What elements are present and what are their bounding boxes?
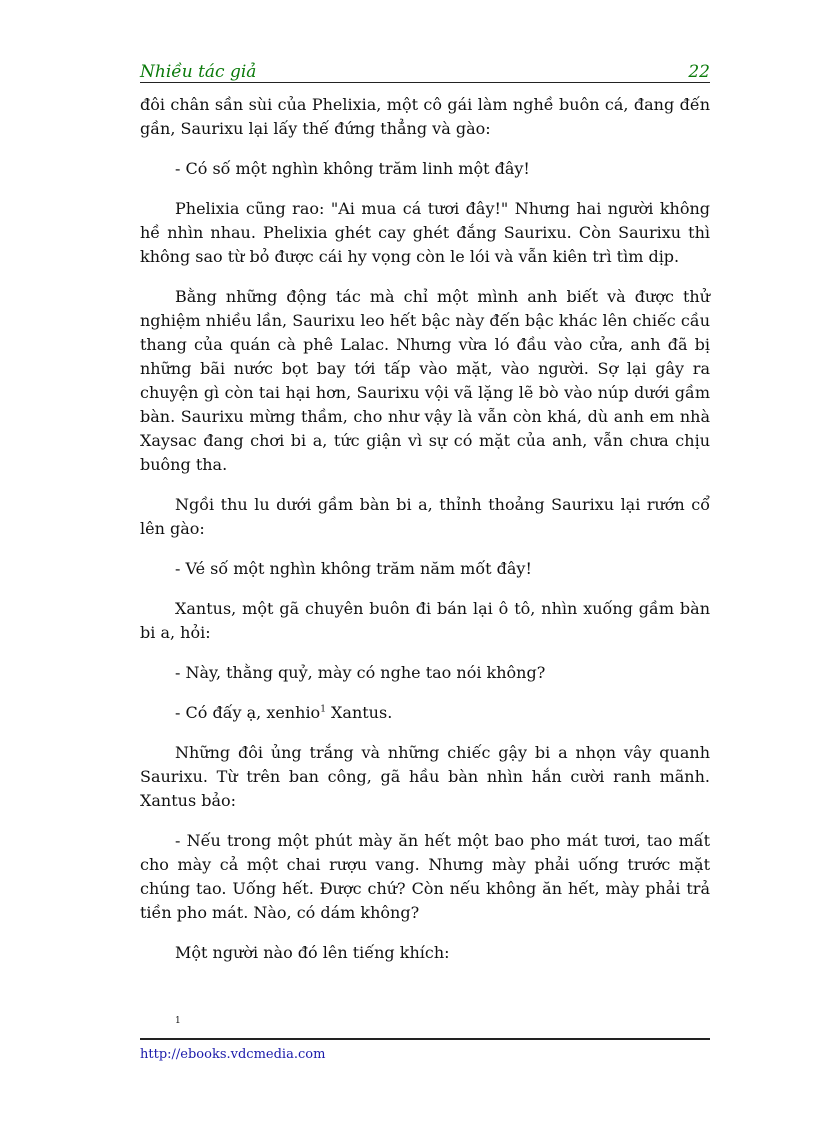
paragraph: Xantus, một gã chuyên buôn đi bán lại ô tô, nhìn xuống gầm bàn bi a, hỏi: bbox=[140, 599, 710, 642]
paragraph: Ngồi thu lu dưới gầm bàn bi a, thỉnh thoảng Saurixu lại rướn cổ lên gào: bbox=[140, 495, 710, 538]
paragraph: - Vé số một nghìn không trăm năm mốt đây! bbox=[175, 559, 532, 578]
page-number: 22 bbox=[688, 62, 710, 82]
paragraph: Một người nào đó lên tiếng khích: bbox=[175, 943, 450, 962]
paragraph: Phelixia cũng rao: "Ai mua cá tươi đây!" Nhưng hai người không hề nhìn nhau. Phelixia ghét cay ghét đắng Saurixu. Còn Saurixu thì không sao từ bỏ được cái hy vọng còn le lói và vẫn kiên trì tìm dịp. bbox=[140, 199, 710, 266]
paragraph: - Nếu trong một phút mày ăn hết một bao pho mát tươi, tao mất cho mày cả một chai rượu vang. Nhưng mày phải uống trước mặt chúng tao. Uống hết. Được chứ? Còn nếu không ăn hết, mày phải trả tiền pho mát. Nào, có dám không? bbox=[140, 831, 710, 922]
footnote-reference[interactable]: 1 bbox=[320, 704, 326, 715]
paragraph: - Này, thằng quỷ, mày có nghe tao nói không? bbox=[175, 663, 546, 682]
paragraph-text: - Có đấy ạ, xenhio bbox=[175, 703, 321, 722]
page-header bbox=[140, 60, 710, 83]
paragraph: Bằng những động tác mà chỉ một mình anh biết và được thử nghiệm nhiều lần, Saurixu leo hết bậc này đến bậc khác lên chiếc cầu thang của quán cà phê Lalac. Nhưng vừa ló đầu vào cửa, anh đã bị những bãi nước bọt bay tới tấp vào mặt, vào người. Sợ lại gây ra chuyện gì còn tai hại hơn, Saurixu vội vã lặng lẽ bò vào núp dưới gầm bàn. Saurixu mừng thầm, cho như vậy là vẫn còn khá, dù anh em nhà Xaysac đang chơi bi a, tức giận vì sự có mặt của anh, vẫn chưa chịu buông tha. bbox=[140, 287, 710, 474]
paragraph-text-end: Xantus. bbox=[325, 703, 393, 722]
header-author: Nhiều tác giả bbox=[140, 62, 257, 82]
paragraph: - Có số một nghìn không trăm linh một đây! bbox=[175, 159, 530, 178]
footer-divider bbox=[140, 1038, 710, 1040]
footer-url-link[interactable]: http://ebooks.vdcmedia.com bbox=[140, 1047, 326, 1062]
footnote-marker: 1 bbox=[175, 1016, 181, 1026]
paragraph bbox=[140, 701, 710, 725]
paragraph: đôi chân sần sùi của Phelixia, một cô gái làm nghề buôn cá, đang đến gần, Saurixu lại lấy thế đứng thẳng và gào: bbox=[140, 95, 710, 138]
paragraph: Những đôi ủng trắng và những chiếc gậy bi a nhọn vây quanh Saurixu. Từ trên ban công, gã hầu bàn nhìn hắn cười ranh mãnh. Xantus bảo: bbox=[140, 743, 710, 810]
page-body bbox=[140, 93, 710, 981]
